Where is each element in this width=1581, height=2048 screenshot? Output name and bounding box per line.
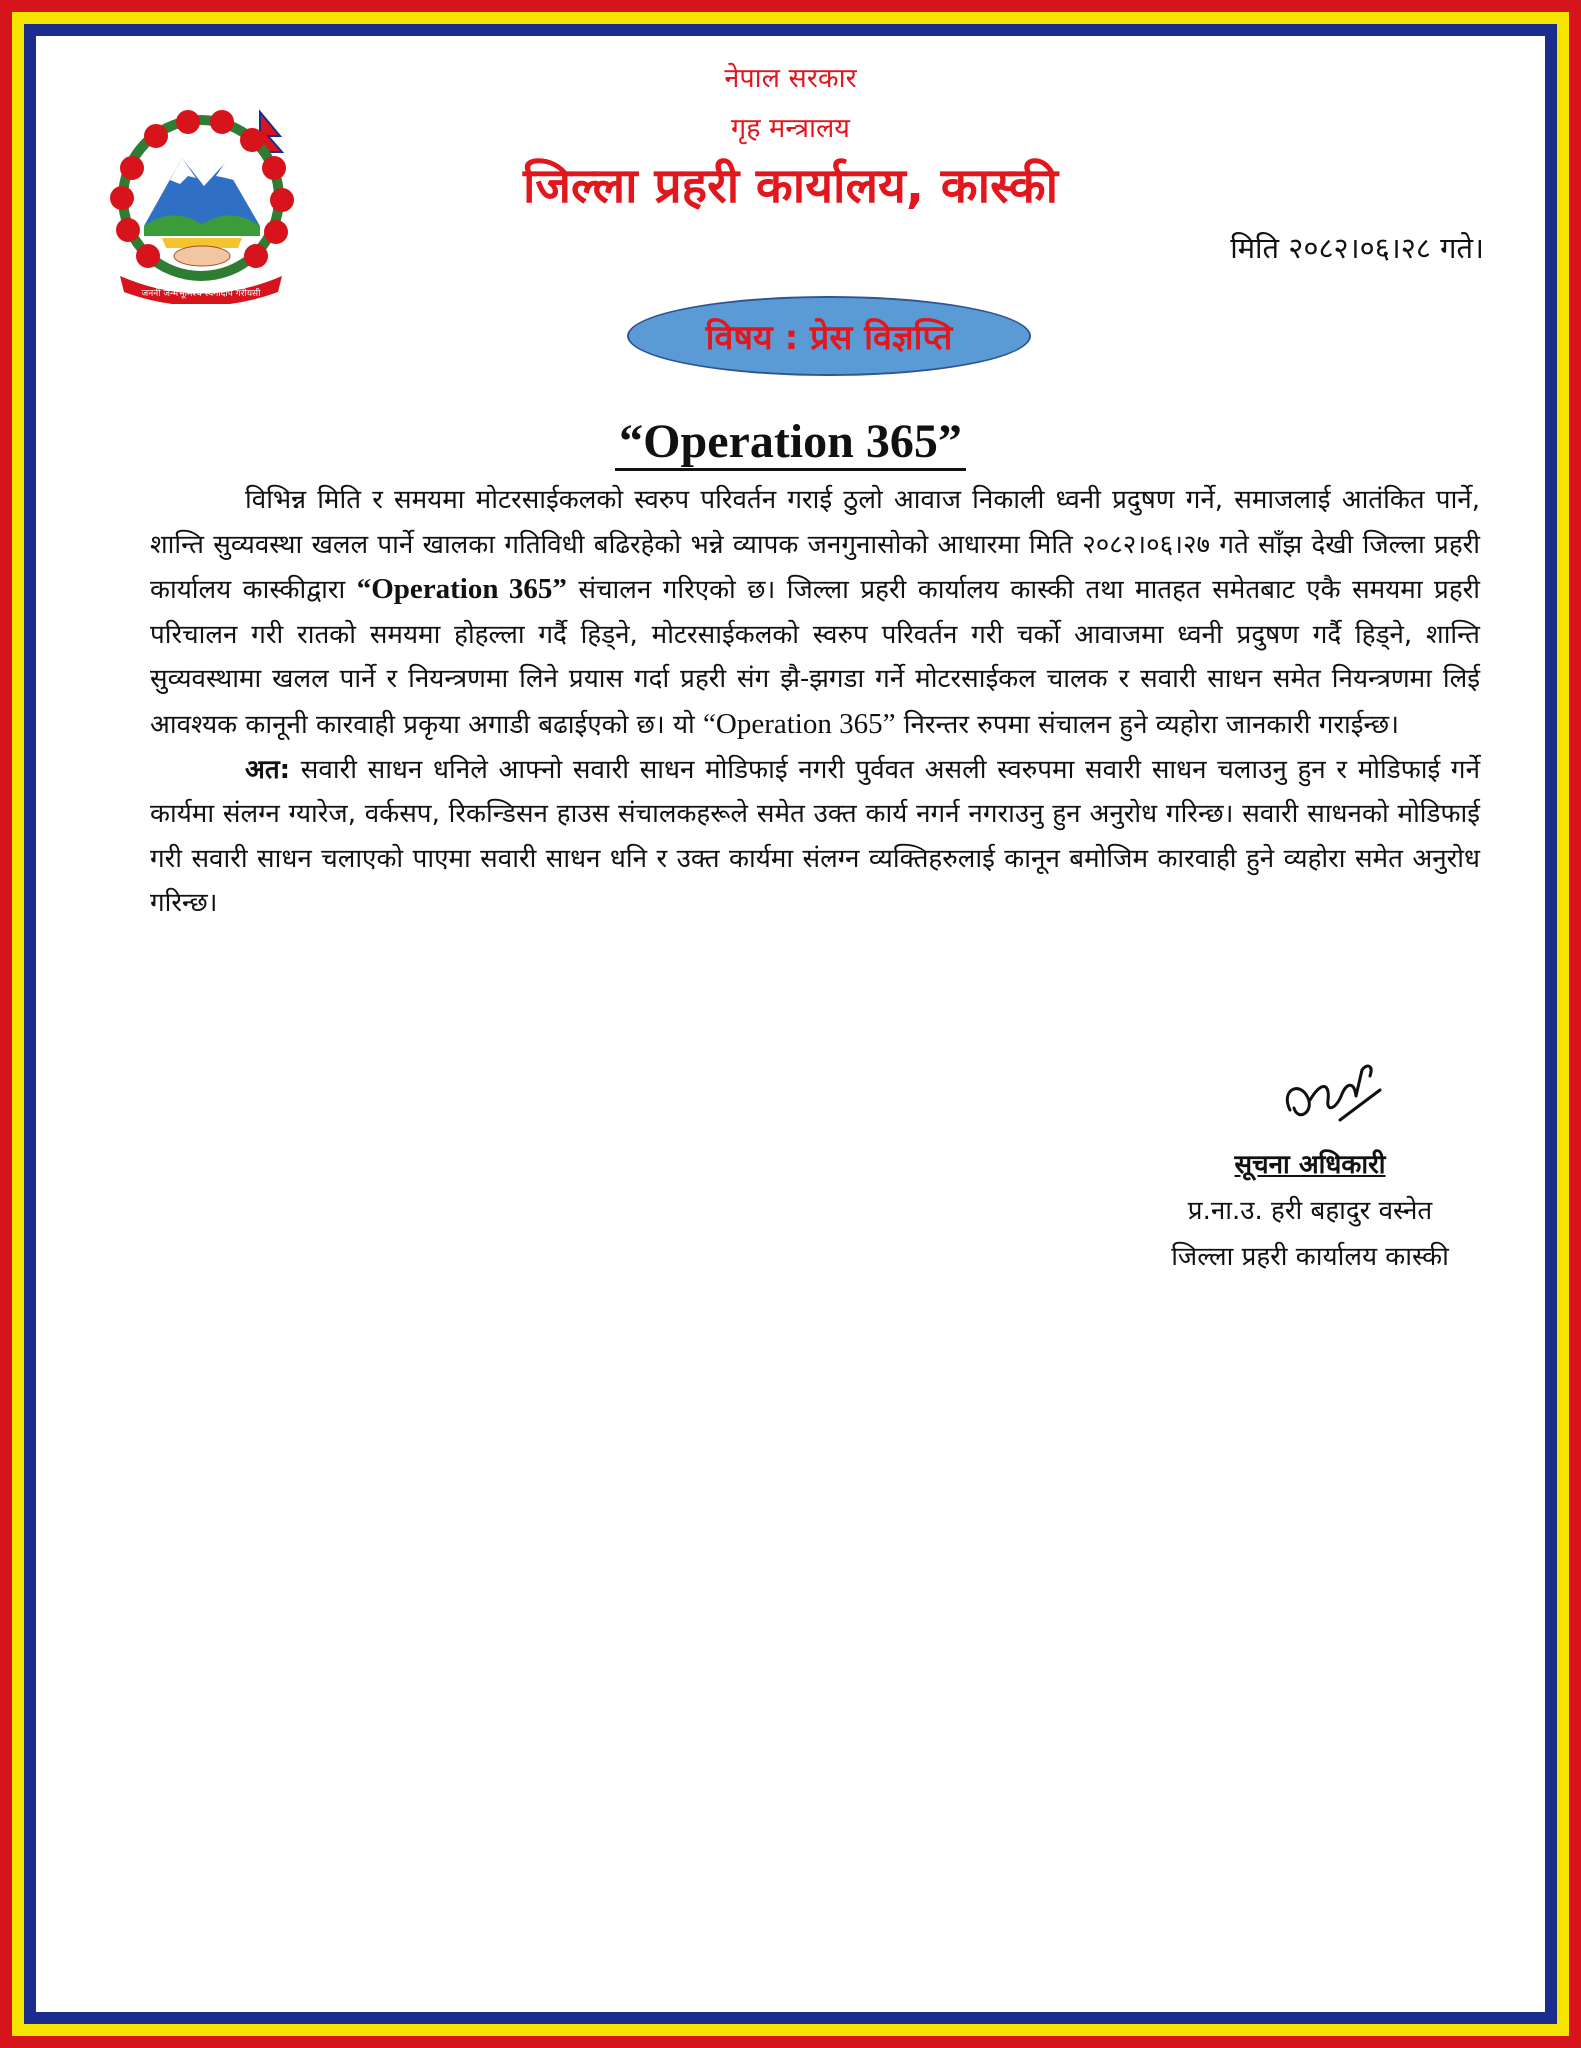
emblem-motto: जननी जन्मभूमिश्च स्वर्गादपि गरीयसी [141, 289, 261, 299]
paragraph-1-text-c: निरन्तर रुपमा संचालन हुने व्यहोरा जानकारी गराईन्छ। [895, 709, 1400, 740]
subject-text: विषय : प्रेस विज्ञप्ति [705, 318, 953, 358]
paragraph-1-text-b: संचालन गरिएको छ। जिल्ला प्रहरी कार्यालय कास्की तथा मातहत समेतबाट एकै समयमा प्रहरी परिचालन गरी रातको समयमा होहल्ला गर्दै हिड्ने, मोटरसाईकलको स्वरुप परिवर्तन गरी चर्को आवाजमा ध्वनी प्रदुषण गर्दै हिड्ने, शान्ति सुव्यवस्थामा खलल पार्ने र नियन्त्रणमा लिने प्रयास गर्दा प्रहरी संग झै-झगडा गर्ने मोटरसाईकल चालक र सवारी साधन समेत नियन्त्रणमा लिई आवश्यक कानूनी कारवाही प्रकृया अगाडी बढाईएको छ। यो [150, 575, 1480, 740]
letter-date: मिति २०८२।०६।२८ गते। [1230, 231, 1484, 265]
operation-title [0, 414, 1581, 469]
signatory-title: सूचना अधिकारी [1234, 1150, 1386, 1180]
signature [1270, 1050, 1390, 1140]
signatory-name: प्र.ना.उ. हरी बहादुर वस्नेत [1187, 1196, 1433, 1226]
operation-name: “Operation 365” [703, 707, 896, 740]
paragraph-1 [150, 478, 1480, 748]
ministry-name: गृह मन्त्रालय [731, 113, 850, 144]
press-release-body [150, 478, 1480, 926]
operation-title-text: “Operation 365” [615, 415, 966, 471]
subject-oval [627, 296, 1031, 376]
paragraph-2-label: अत: [245, 754, 291, 785]
paragraph-2-text: सवारी साधन धनिले आफ्नो सवारी साधन मोडिफाई नगरी पुर्ववत असली स्वरुपमा सवारी साधन चलाउनु हुन र मोडिफाई गर्ने कार्यमा संलग्न ग्यारेज, वर्कसप, रिकन्डिसन हाउस संचालकहरूले समेत उक्त कार्य नगर्न नगराउनु हुन अनुरोध गरिन्छ। सवारी साधनको मोडिफाई गरी सवारी साधन चलाएको पाएमा सवारी साधन धनि र उक्त कार्यमा संलग्न व्यक्तिहरुलाई कानून बमोजिम कारवाही हुने व्यहोरा समेत अनुरोध गरिन्छ। [150, 754, 1480, 919]
operation-name-bold: “Operation 365” [356, 573, 567, 606]
paragraph-2 [150, 748, 1480, 926]
paragraph-1-text-a: विभिन्न मिति र समयमा मोटरसाईकलको स्वरुप परिवर्तन गराई ठुलो आवाज निकाली ध्वनी प्रदुषण गर्ने, समाजलाई आतंकित पार्ने, शान्ति सुव्यवस्था खलल पार्ने खालका गतिविधी बढिरहेको भन्ने व्यापक जनगुनासोको आधारमा मिति २०८२।०६।२७ गते साँझ देखी जिल्ला प्रहरी कार्यालय कास्कीद्वारा [150, 485, 1480, 606]
signatory-office: जिल्ला प्रहरी कार्यालय कास्की [1171, 1242, 1449, 1272]
government-name: नेपाल सरकार [724, 63, 857, 94]
signatory-block [1150, 1142, 1470, 1280]
office-name: जिल्ला प्रहरी कार्यालय, कास्की [522, 158, 1059, 214]
